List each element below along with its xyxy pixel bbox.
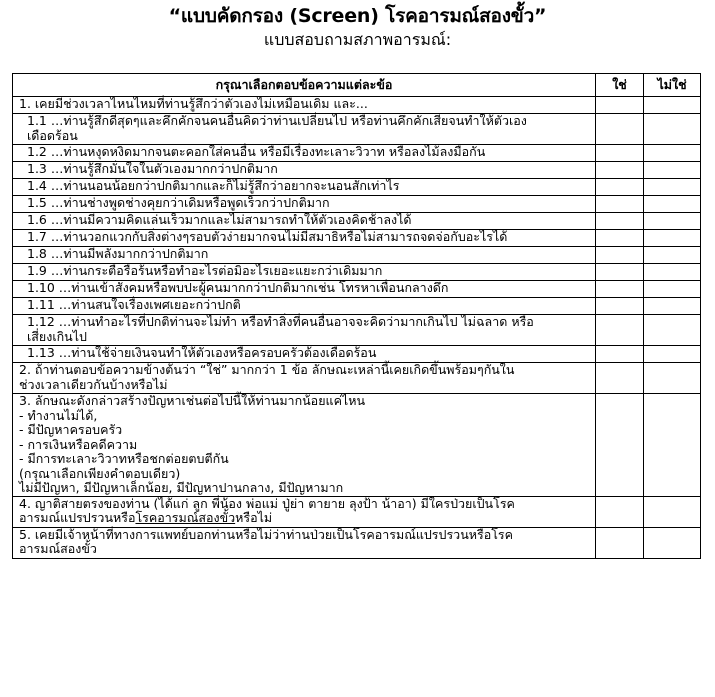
answer-no-cell[interactable] — [644, 363, 701, 394]
question-1-5-text: 1.5 …ท่านช่างพูดช่างคุยกว่าเดิมหรือพูดเร็วกว่าปกติมาก — [13, 196, 596, 213]
answer-yes-cell[interactable] — [596, 196, 644, 213]
table-row-q1-7 — [13, 230, 701, 247]
question-5-text — [13, 527, 596, 558]
question-4-text — [13, 496, 596, 527]
screening-table — [12, 73, 701, 559]
question-1-1-text — [13, 114, 596, 145]
answer-yes-cell[interactable] — [596, 213, 644, 230]
question-line: 5. เคยมีเจ้าหน้าที่ทางการแพทย์บอกท่านหรือไม่ว่าท่านป่วยเป็นโรคอารมณ์แปรปรวนหรือโรค — [19, 526, 513, 542]
page-subtitle: แบบสอบถามสภาพอารมณ์: — [263, 30, 452, 49]
table-row-q1-4 — [13, 179, 701, 196]
bullet-item: - มีปัญหาครอบครัว — [19, 422, 123, 437]
answer-no-cell[interactable] — [644, 145, 701, 162]
answer-yes-cell[interactable] — [596, 162, 644, 179]
question-line: 2. ถ้าท่านตอบข้อความข้างต้นว่า “ใช่” มากกว่า 1 ข้อ ลักษณะเหล่านี้เคยเกิดขึ้นพร้อมๆกันใน — [19, 362, 515, 377]
table-row-q1-10 — [13, 281, 701, 298]
bullet-item: - ทำงานไม่ได้, — [19, 407, 98, 423]
table-row-q1-11 — [13, 298, 701, 315]
answer-no-cell[interactable] — [644, 346, 701, 363]
answer-yes-cell[interactable] — [596, 315, 644, 346]
question-1-13-text: 1.13 …ท่านใช้จ่ายเงินจนทำให้ตัวเองหรือครอบครัวต้องเดือดร้อน — [13, 346, 596, 363]
answer-no-cell[interactable] — [644, 527, 701, 558]
table-row-q1-12 — [13, 315, 701, 346]
answer-no-cell[interactable] — [644, 281, 701, 298]
question-line: 4. ญาติสายตรงของท่าน (ได้แก่ ลูก พี่น้อง พ่อแม่ ปู่ย่า ตายาย ลุงป้า น้าอา) มีใครป่วยเป็นโรค — [19, 495, 515, 511]
answer-yes-cell[interactable] — [596, 97, 644, 114]
question-line: เสี่ยงเกินไป — [27, 328, 87, 344]
question-1-12-text — [13, 315, 596, 346]
answer-yes-cell[interactable] — [596, 247, 644, 264]
question-line: 1.1 …ท่านรู้สึกดีสุดๆและคึกคักจนคนอื่นคิดว่าท่านเปลี่ยนไป หรือท่านคึกคักเสียจนทำให้ตัวเอง — [27, 113, 527, 128]
page-title: “แบบคัดกรอง (Screen) โรคอารมณ์สองขั้ว” — [168, 5, 547, 27]
question-1-11-text: 1.11 …ท่านสนใจเรื่องเพศเยอะกว่าปกติ — [13, 298, 596, 315]
question-fragment: หรือไม่ — [235, 510, 273, 525]
question-2-text — [13, 363, 596, 394]
question-1-9-text: 1.9 …ท่านกระตือรือร้นหรือทำอะไรต่อมิอะไรเยอะแยะกว่าเดิมมาก — [13, 264, 596, 281]
answer-no-cell[interactable] — [644, 298, 701, 315]
question-1-6-text: 1.6 …ท่านมีความคิดแล่นเร็วมากและไม่สามารถทำให้ตัวเองคิดช้าลงได้ — [13, 213, 596, 230]
answer-yes-cell[interactable] — [596, 145, 644, 162]
table-row-q1-9 — [13, 264, 701, 281]
table-row-q1 — [13, 97, 701, 114]
answer-no-cell[interactable] — [644, 114, 701, 145]
answer-no-cell[interactable] — [644, 230, 701, 247]
question-fragment: อารมณ์แปรปรวนหรือ — [19, 510, 136, 525]
table-row-q1-2 — [13, 145, 701, 162]
answer-yes-cell[interactable] — [596, 230, 644, 247]
answer-yes-cell[interactable] — [596, 281, 644, 298]
answer-no-cell[interactable] — [644, 315, 701, 346]
answer-yes-cell[interactable] — [596, 394, 644, 497]
question-1-text: 1. เคยมีช่วงเวลาไหนไหมที่ท่านรู้สึกว่าตัวเองไม่เหมือนเดิม และ... — [13, 97, 596, 114]
answer-yes-cell[interactable] — [596, 264, 644, 281]
question-line: เดือดร้อน — [27, 127, 78, 143]
answer-no-cell[interactable] — [644, 162, 701, 179]
bullet-item: - มีการทะเลาะวิวาทหรือชกต่อยตบตีกัน — [19, 451, 229, 466]
answer-options: ไม่มีปัญหา, มีปัญหาเล็กน้อย, มีปัญหาปานกลาง, มีปัญหามาก — [19, 480, 344, 495]
instruction-note: (กรุณาเลือกเพียงคำตอบเดียว) — [19, 465, 181, 481]
answer-yes-cell[interactable] — [596, 298, 644, 315]
answer-no-cell[interactable] — [644, 196, 701, 213]
table-row-q4 — [13, 496, 701, 527]
question-line: ช่วงเวลาเดียวกันบ้างหรือไม่ — [19, 376, 168, 392]
answer-no-cell[interactable] — [644, 213, 701, 230]
table-row-q1-5 — [13, 196, 701, 213]
answer-no-cell[interactable] — [644, 496, 701, 527]
underlined-term: โรคอารมณ์สองขั้ว — [135, 510, 236, 525]
bullet-item: - การเงินหรือคดีความ — [19, 436, 138, 452]
table-row-q5 — [13, 527, 701, 558]
question-3-text — [13, 394, 596, 497]
question-1-7-text: 1.7 …ท่านวอกแวกกับสิ่งต่างๆรอบตัวง่ายมากจนไม่มีสมาธิหรือไม่สามารถจดจ่อกับอะไรได้ — [13, 230, 596, 247]
column-header-no: ไม่ใช่ — [644, 74, 701, 97]
answer-no-cell[interactable] — [644, 179, 701, 196]
question-1-3-text: 1.3 …ท่านรู้สึกมั่นใจในตัวเองมากกว่าปกติมาก — [13, 162, 596, 179]
table-row-q1-6 — [13, 213, 701, 230]
table-row-q1-8 — [13, 247, 701, 264]
table-header-row — [13, 74, 701, 97]
table-row-q2 — [13, 363, 701, 394]
answer-no-cell[interactable] — [644, 264, 701, 281]
question-line: 1.12 …ท่านทำอะไรที่ปกติท่านจะไม่ทำ หรือทำสิ่งที่คนอื่นอาจจะคิดว่ามากเกินไป ไม่ฉลาด หรือ — [27, 314, 534, 329]
question-line — [19, 511, 591, 526]
table-row-q1-13 — [13, 346, 701, 363]
question-1-2-text: 1.2 …ท่านหงุดหงิดมากจนตะคอกใส่คนอื่น หรือมีเรื่องทะเลาะวิวาท หรือลงไม้ลงมือกัน — [13, 145, 596, 162]
column-header-question: กรุณาเลือกตอบข้อความแต่ละข้อ — [13, 74, 596, 97]
table-row-q1-3 — [13, 162, 701, 179]
table-row-q1-1 — [13, 114, 701, 145]
answer-yes-cell[interactable] — [596, 496, 644, 527]
table-row-q3 — [13, 394, 701, 497]
question-1-8-text: 1.8 …ท่านมีพลังมากกว่าปกติมาก — [13, 247, 596, 264]
answer-yes-cell[interactable] — [596, 363, 644, 394]
question-1-10-text: 1.10 …ท่านเข้าสังคมหรือพบปะผู้คนมากกว่าปกติมากเช่น โทรหาเพื่อนกลางดึก — [13, 281, 596, 298]
answer-yes-cell[interactable] — [596, 114, 644, 145]
answer-no-cell[interactable] — [644, 247, 701, 264]
column-header-yes: ใช่ — [596, 74, 644, 97]
question-line: 3. ลักษณะดังกล่าวสร้างปัญหาเช่นต่อไปนี้ให้ท่านมากน้อยแค่ไหน — [19, 393, 366, 408]
answer-no-cell[interactable] — [644, 394, 701, 497]
question-1-4-text: 1.4 …ท่านนอนน้อยกว่าปกติมากและก็ไม่รู้สึกว่าอยากจะนอนสักเท่าไร — [13, 179, 596, 196]
answer-yes-cell[interactable] — [596, 179, 644, 196]
answer-yes-cell[interactable] — [596, 346, 644, 363]
answer-no-cell[interactable] — [644, 97, 701, 114]
answer-yes-cell[interactable] — [596, 527, 644, 558]
question-line: อารมณ์สองขั้ว — [19, 541, 97, 556]
